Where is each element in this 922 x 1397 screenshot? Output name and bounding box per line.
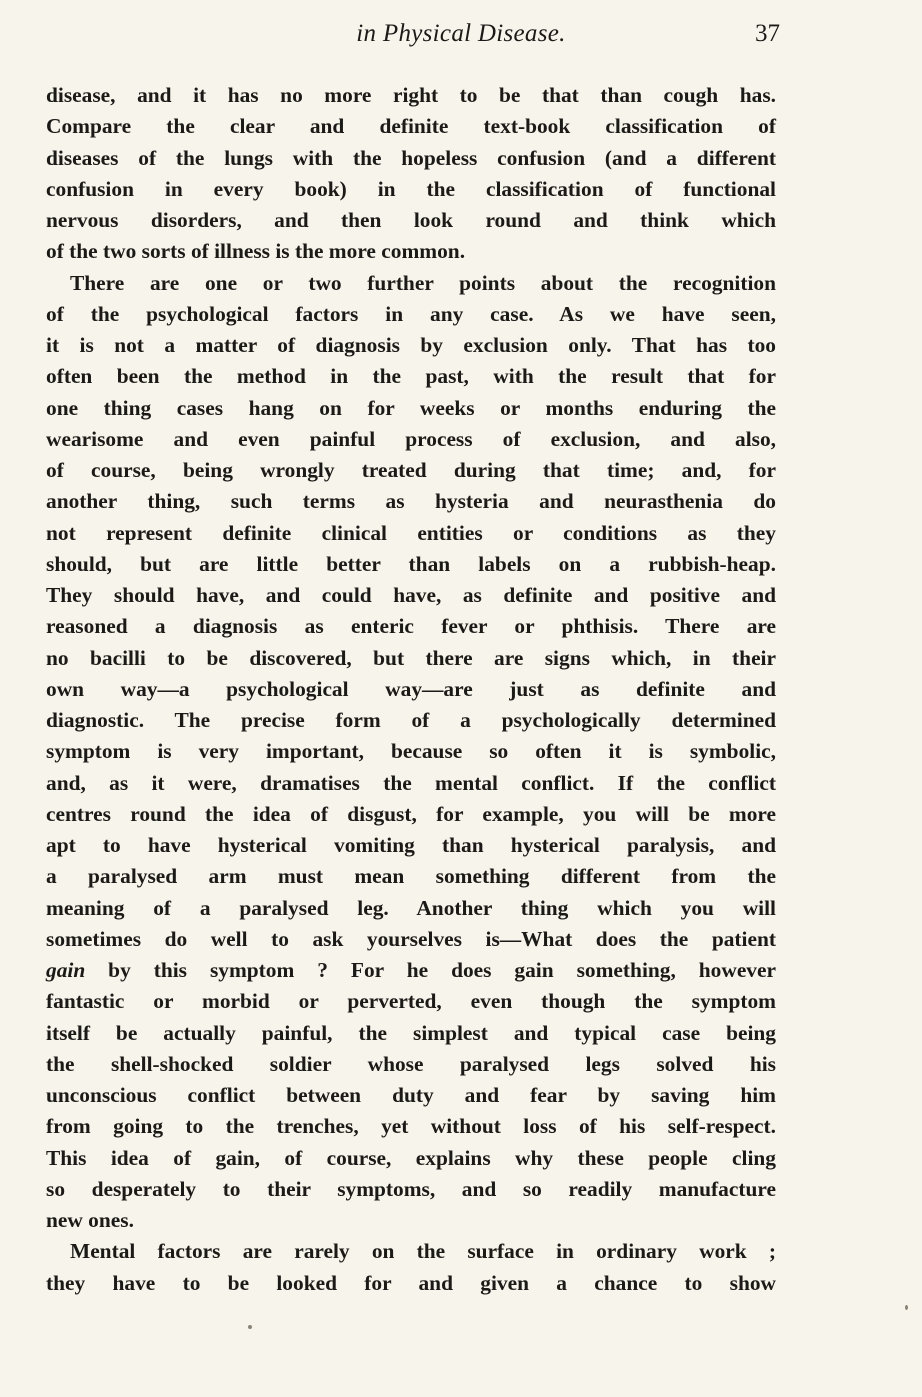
paragraph-start-line: There are one or two further points about the recognition [70, 270, 776, 295]
text-line: from going to the trenches, yet without loss of his self-respect. [46, 1114, 776, 1139]
text-line: of the psychological factors in any case. As we have seen, [46, 301, 776, 326]
text-line: not represent definite clinical entities or conditions as they [46, 520, 776, 545]
text-line: disease, and it has no more right to be that than cough has. [46, 83, 776, 107]
text-line: nervous disorders, and then look round and think which [46, 208, 776, 232]
text-line: often been the method in the past, with the result that for [46, 364, 776, 389]
text-line: confusion in every book) in the classification of functional [46, 176, 776, 201]
text-line: Compare the clear and definite text-book classification of [46, 114, 776, 139]
running-title: in Physical Disease. [356, 20, 566, 47]
text-line: new ones. [46, 1208, 134, 1232]
text-line: unconscious conflict between duty and fear by saving him [46, 1083, 776, 1107]
page-header [0, 14, 922, 54]
text-line: of the two sorts of illness is the more common. [46, 239, 466, 264]
text-line-emphasis: gain by this symptom ? For he does gain something, however [46, 958, 776, 982]
text-line: This idea of gain, of course, explains why these people cling [46, 1145, 776, 1170]
text-line: fantastic or morbid or perverted, even though the symptom [46, 989, 776, 1014]
text-line: the shell-shocked soldier whose paralysed legs solved his [46, 1051, 776, 1076]
text-line: diagnostic. The precise form of a psychologically determined [46, 708, 776, 732]
print-speck [905, 1305, 908, 1310]
text-line: a paralysed arm must mean something different from the [46, 864, 776, 889]
text-line: and, as it were, dramatises the mental conflict. If the conflict [46, 770, 776, 795]
text-line: symptom is very important, because so often it is symbolic, [46, 739, 776, 764]
text-line: no bacilli to be discovered, but there are signs which, in their [46, 645, 776, 670]
text-line: diseases of the lungs with the hopeless confusion (and a different [46, 145, 776, 170]
text-line: another thing, such terms as hysteria and neurasthenia do [46, 489, 776, 514]
body-text [46, 80, 776, 1299]
text-line: itself be actually painful, the simplest and typical case being [46, 1020, 776, 1045]
text-line: own way—a psychological way—are just as definite and [46, 676, 776, 701]
paragraph-start-line: Mental factors are rarely on the surface in ordinary work ; [70, 1239, 776, 1264]
text-line: one thing cases hang on for weeks or months enduring the [46, 395, 776, 420]
text-line: meaning of a paralysed leg. Another thing which you will [46, 895, 776, 920]
text-line: reasoned a diagnosis as enteric fever or phthisis. There are [46, 614, 776, 639]
text-line: They should have, and could have, as definite and positive and [46, 583, 776, 607]
text-line: of course, being wrongly treated during that time; and, for [46, 458, 776, 482]
text-line: centres round the idea of disgust, for example, you will be more [46, 801, 776, 826]
text-line: apt to have hysterical vomiting than hysterical paralysis, and [46, 833, 776, 857]
text-line: they have to be looked for and given a chance to show [46, 1270, 776, 1295]
text-line: should, but are little better than labels on a rubbish-heap. [46, 551, 776, 576]
text-line: sometimes do well to ask yourselves is—What does the patient [46, 926, 776, 951]
print-speck [248, 1325, 252, 1329]
text-line: it is not a matter of diagnosis by exclusion only. That has too [46, 333, 776, 357]
text-line: so desperately to their symptoms, and so readily manufacture [46, 1176, 776, 1201]
text-line: wearisome and even painful process of exclusion, and also, [46, 426, 776, 451]
page-number: 37 [755, 20, 780, 47]
emphasis-word: gain [46, 958, 86, 982]
